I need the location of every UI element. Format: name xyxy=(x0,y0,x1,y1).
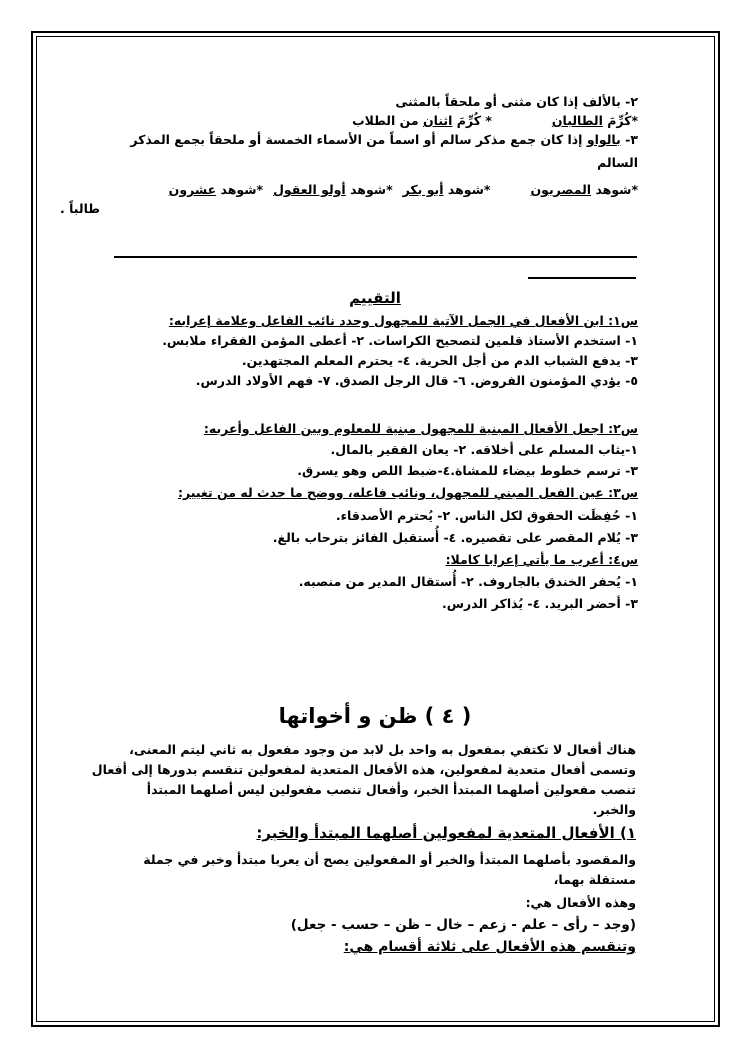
q4-line-1: ١- يُحفر الخندق بالجاروف. ٢- أُستقال المدير من منصبه. xyxy=(298,574,638,589)
q4-line-2: ٣- أحضر البريد. ٤- يُذاكر الدرس. xyxy=(442,596,638,611)
lesson-para-line-5: والمقصود بأصلهما المبتدأ والخبر أو المفعولين يصح أن يعربا مبتدأ وخبر في جملة xyxy=(143,852,636,867)
example-line-2 xyxy=(80,182,638,198)
verbs-list: (وجد – رأى – علم - زعم – خال – ظن – حسب - جعل) xyxy=(290,917,636,933)
q1-title: س١: ابن الأفعال في الجمل الآتية للمجهول وحدد نائب الفاعل وعلامة إعرابه: xyxy=(168,313,638,328)
evaluation-title: التقييم xyxy=(349,289,401,307)
example-d: *شوهد أبو بكر xyxy=(402,182,491,197)
waw-rule-line: ٣- بالواو إذا كان جمع مذكر سالم أو اسماً من الأسماء الخمسة أو ملحقاً بجمع المذكر xyxy=(130,132,638,147)
q2-line-2: ٣- ترسم خطوط بيضاء للمشاة.٤-ضبط اللص وهو يسرق. xyxy=(297,463,638,478)
lesson-para-line-3: تنصب مفعولين أصلهما المبتدأ الخبر، وأفعال تنصب مفعولين ليس أصلهما المبتدأ xyxy=(146,782,636,797)
lesson-para-line-1: هناك أفعال لا تكتفي بمفعول به واحد بل لابد من وجود مفعول به ثاني ليتم المعنى، xyxy=(129,742,636,757)
lesson-para-line-2: وتسمى أفعال متعدية لمفعولين، هذه الأفعال المتعدية لمفعولين تنقسم بدورها إلى أفعال xyxy=(91,762,636,777)
example-a: *كُرِّمَ الطالبان xyxy=(551,113,638,128)
example-line-1 xyxy=(80,113,638,129)
q3-line-1: ١- حُفِظَت الحقوق لكل الناس. ٢- يُحترم الأصدقاء. xyxy=(335,508,638,523)
salim-line: السالم xyxy=(597,155,638,170)
example-c: *شوهد المصريون xyxy=(530,182,638,197)
q3-title: س٣: عين الفعل المبني للمجهول، ونائب فاعله، ووضح ما حدث له من تغيير: xyxy=(177,485,638,500)
example-f: *شوهد عشرون xyxy=(168,182,264,197)
separator-short xyxy=(528,277,636,279)
q2-title: س٢: اجعل الأفعال المبنية للمجهول مبنية للمعلوم وبين الفاعل وأعربه: xyxy=(203,421,638,436)
lesson-title: ( ٤ ) ظن و أخواتها xyxy=(278,704,472,728)
lesson-para-line-4: والخبر. xyxy=(592,802,636,817)
lesson-para-line-7: وهذه الأفعال هي: xyxy=(525,895,636,910)
q1-line-3: ٥- يؤدي المؤمنون الفروض. ٦- قال الرجل الصدق. ٧- فهم الأولاد الدرس. xyxy=(195,373,638,388)
example-b: * كُرِّمَ اثنان من الطلاب xyxy=(352,113,492,128)
example-e: *شوهد أولو العقول xyxy=(273,182,393,197)
q1-line-1: ١- استخدم الأستاذ قلمين لتصحيح الكراسات. ٢- أعطى المؤمن الفقراء ملابس. xyxy=(162,333,638,348)
alif-rule-line: ٢- بالألف إذا كان مثنى أو ملحقاً بالمثنى xyxy=(395,94,638,109)
lesson-para-line-6: مستقلة بهما، xyxy=(553,872,636,887)
q4-title: س٤: أعرب ما يأتي إعرابا كاملا: xyxy=(445,552,638,567)
example-tail: طالباً . xyxy=(60,201,101,216)
separator-long xyxy=(114,256,637,258)
q2-line-1: ١-يثاب المسلم على أخلاقه. ٢- يعان الفقير بالمال. xyxy=(330,442,638,457)
subheading-1: ١) الأفعال المتعدية لمفعولين أصلهما المبتدأ والخبر: xyxy=(256,824,636,842)
q3-line-2: ٣- يُلام المقصر على تقصيره. ٤- أُستقبل الفائز بترحاب بالغ. xyxy=(272,530,638,545)
subheading-2: وتنقسم هذه الأفعال على ثلاثة أقسام هي: xyxy=(343,939,636,955)
q1-line-2: ٣- يدفع الشباب الدم من أجل الحرية. ٤- يحترم المعلم المجتهدين. xyxy=(241,353,638,368)
